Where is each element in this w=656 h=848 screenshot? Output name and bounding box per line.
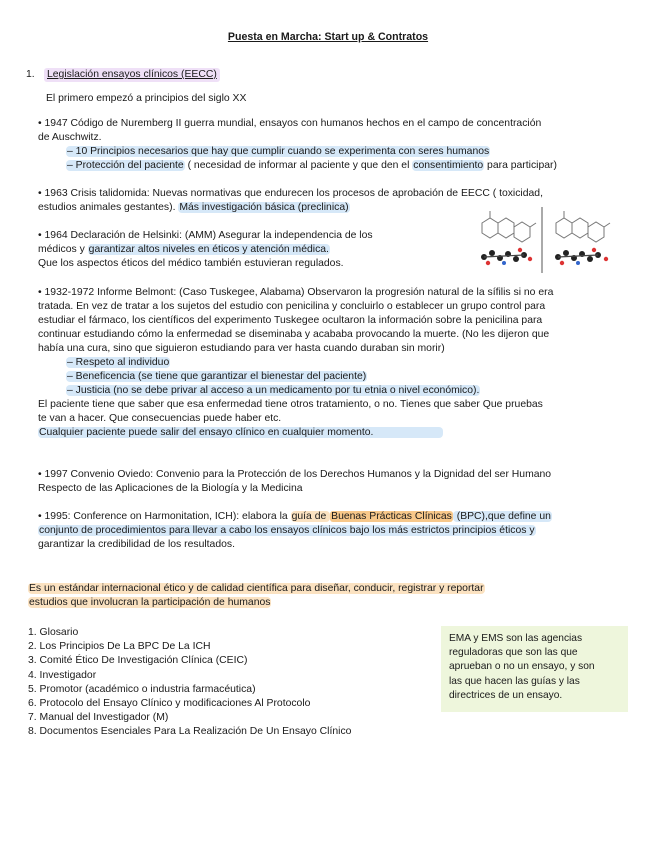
high-standards: garantizar altos niveles en éticos y atención médica. [88,244,329,255]
list-item: 3. Comité Ético De Investigación Clínica (CEIC) [28,655,248,667]
list-item: 1. Glosario [28,627,79,638]
nuremberg-block [38,117,628,173]
section-heading: Legislación ensayos clínicos (EECC) [44,68,220,82]
patient-protection: – Protección del paciente [67,160,184,171]
oviedo-line: • 1997 Convenio Oviedo: Convenio para la Protección de los Derechos Humanos y la Dignidad del ser Humano [38,469,552,480]
section-number: 1. [26,69,35,80]
belmont-line: había una cura, sino que siguieron estudiando para ver hasta cuando duraban sin morir) [38,343,445,354]
agencies-note [441,626,628,712]
belmont-block [38,286,628,440]
definition-line [28,596,628,610]
molecule-structures-image [470,205,626,275]
beneficence-principle: – Beneficencia (se tiene que garantizar el bienestar del paciente) [67,371,367,382]
belmont-line: El paciente tiene que saber que esa enfermedad tiene otros tratamiento, o no. Tienes que saber Que pruebas [38,399,543,410]
preclinical-research: Más investigación básica (preclinica) [179,202,349,213]
nuremberg-sub [38,159,628,173]
list-item: 5. Promotor (académico o industria farmacéutica) [28,683,256,695]
note-line: las que hacen las guías y las [449,675,580,687]
definition-block [28,582,628,610]
note-line: reguladoras que son las que [449,647,578,659]
belmont-line [38,426,628,440]
gcp-term: Buenas Prácticas Clínicas [331,511,452,522]
bpc-contents-list [28,626,428,740]
oviedo-block [38,468,628,496]
note-line: aprueban o no un ensayo, y son [449,661,595,673]
list-item: 8. Documentos Esenciales Para La Realización De Un Ensayo Clínico [28,726,352,738]
belmont-principle [38,356,628,370]
nuremberg-line: de Auschwitz. [38,132,102,143]
helsinki-text: médicos y [38,244,88,255]
belmont-line: continuar estudiando cómo la enfermedad se diseminaba y acababa provocando la muerte. (No les dijeron que [38,329,550,340]
ich-block [38,510,628,552]
list-item: 6. Protocolo del Ensayo Clínico y modificaciones Al Protocolo [28,698,311,710]
nuremberg-text: para participar) [484,160,557,171]
guide-term: guía de [291,511,330,522]
justice-principle: – Justicia (no se debe privar al acceso a un medicamento por tu etnia o nivel económico). [67,385,480,396]
belmont-principle [38,384,628,398]
helsinki-block [38,229,458,271]
list-item: 2. Los Principios De La BPC De La ICH [28,641,211,653]
nuremberg-line: • 1947 Código de Nuremberg II guerra mundial, ensayos con humanos hechos en el campo de concentración [38,118,542,129]
note-line: directrices de un ensayo. [449,689,563,701]
ich-line [38,510,628,524]
definition-text: estudios que involucran la participación de humanos [29,597,271,608]
ich-text: (BPC),que define un [453,511,551,522]
helsinki-line [38,243,458,257]
page-title: Puesta en Marcha: Start up & Contratos [227,31,429,43]
nuremberg-text: ( necesidad de informar al paciente y que den el [184,160,413,171]
talidomida-line: • 1963 Crisis talidomida: Nuevas normativas que endurecen los procesos de aprobación de EECC ( toxicidad, [38,188,543,199]
withdraw-anytime: Cualquier paciente puede salir del ensayo clínico en cualquier momento. [38,427,443,438]
talidomida-text: estudios animales gestantes). [38,202,179,213]
helsinki-line: Que los aspectos éticos del médico también estuvieran regulados. [38,258,344,269]
belmont-line: • 1932-1972 Informe Belmont: (Caso Tuskegee, Alabama) Observaron la progresión natural de la sífilis si no era [38,287,554,298]
note-line: EMA y EMS son las agencias [449,633,583,644]
nuremberg-principles: – 10 Principios necesarios que hay que cumplir cuando se experimenta con seres humanos [67,146,490,157]
ich-text: • 1995: Conference on Harmonitation, ICH): elabora la [38,511,291,522]
list-item: 7. Manual del Investigador (M) [28,712,169,724]
respect-principle: – Respeto al individuo [67,357,170,368]
helsinki-line: • 1964 Declaración de Helsinki: (AMM) Asegurar la independencia de los [38,230,373,241]
definition-text: Es un estándar internacional ético y de calidad científica para diseñar, conducir, registrar y reportar [29,583,484,594]
oviedo-line: Respecto de las Aplicaciones de la Biología y la Medicina [38,483,303,494]
list-item: 4. Investigador [28,669,97,681]
nuremberg-sub [38,145,628,159]
ich-line [38,524,628,538]
belmont-line: te van a hacer. Que consecuencias puede haber etc. [38,413,282,424]
belmont-line: estudiar el fármaco, los científicos del experimento Tuskegee ocultaron la información sobre la penicilina para [38,315,543,326]
intro-text: El primero empezó a principios del siglo XX [46,93,247,104]
belmont-line: tratada. En vez de tratar a los sujetos del estudio con penicilina y concluirlo o establecer un grupo control para [38,301,546,312]
ich-line: garantizar la credibilidad de los resultados. [38,539,235,550]
ich-procedures: conjunto de procedimientos para llevar a cabo los ensayos clínicos bajo los más estrictos principios éticos y [39,525,535,536]
definition-line [28,582,628,596]
consent-term: consentimiento [413,160,484,171]
belmont-principle [38,370,628,384]
